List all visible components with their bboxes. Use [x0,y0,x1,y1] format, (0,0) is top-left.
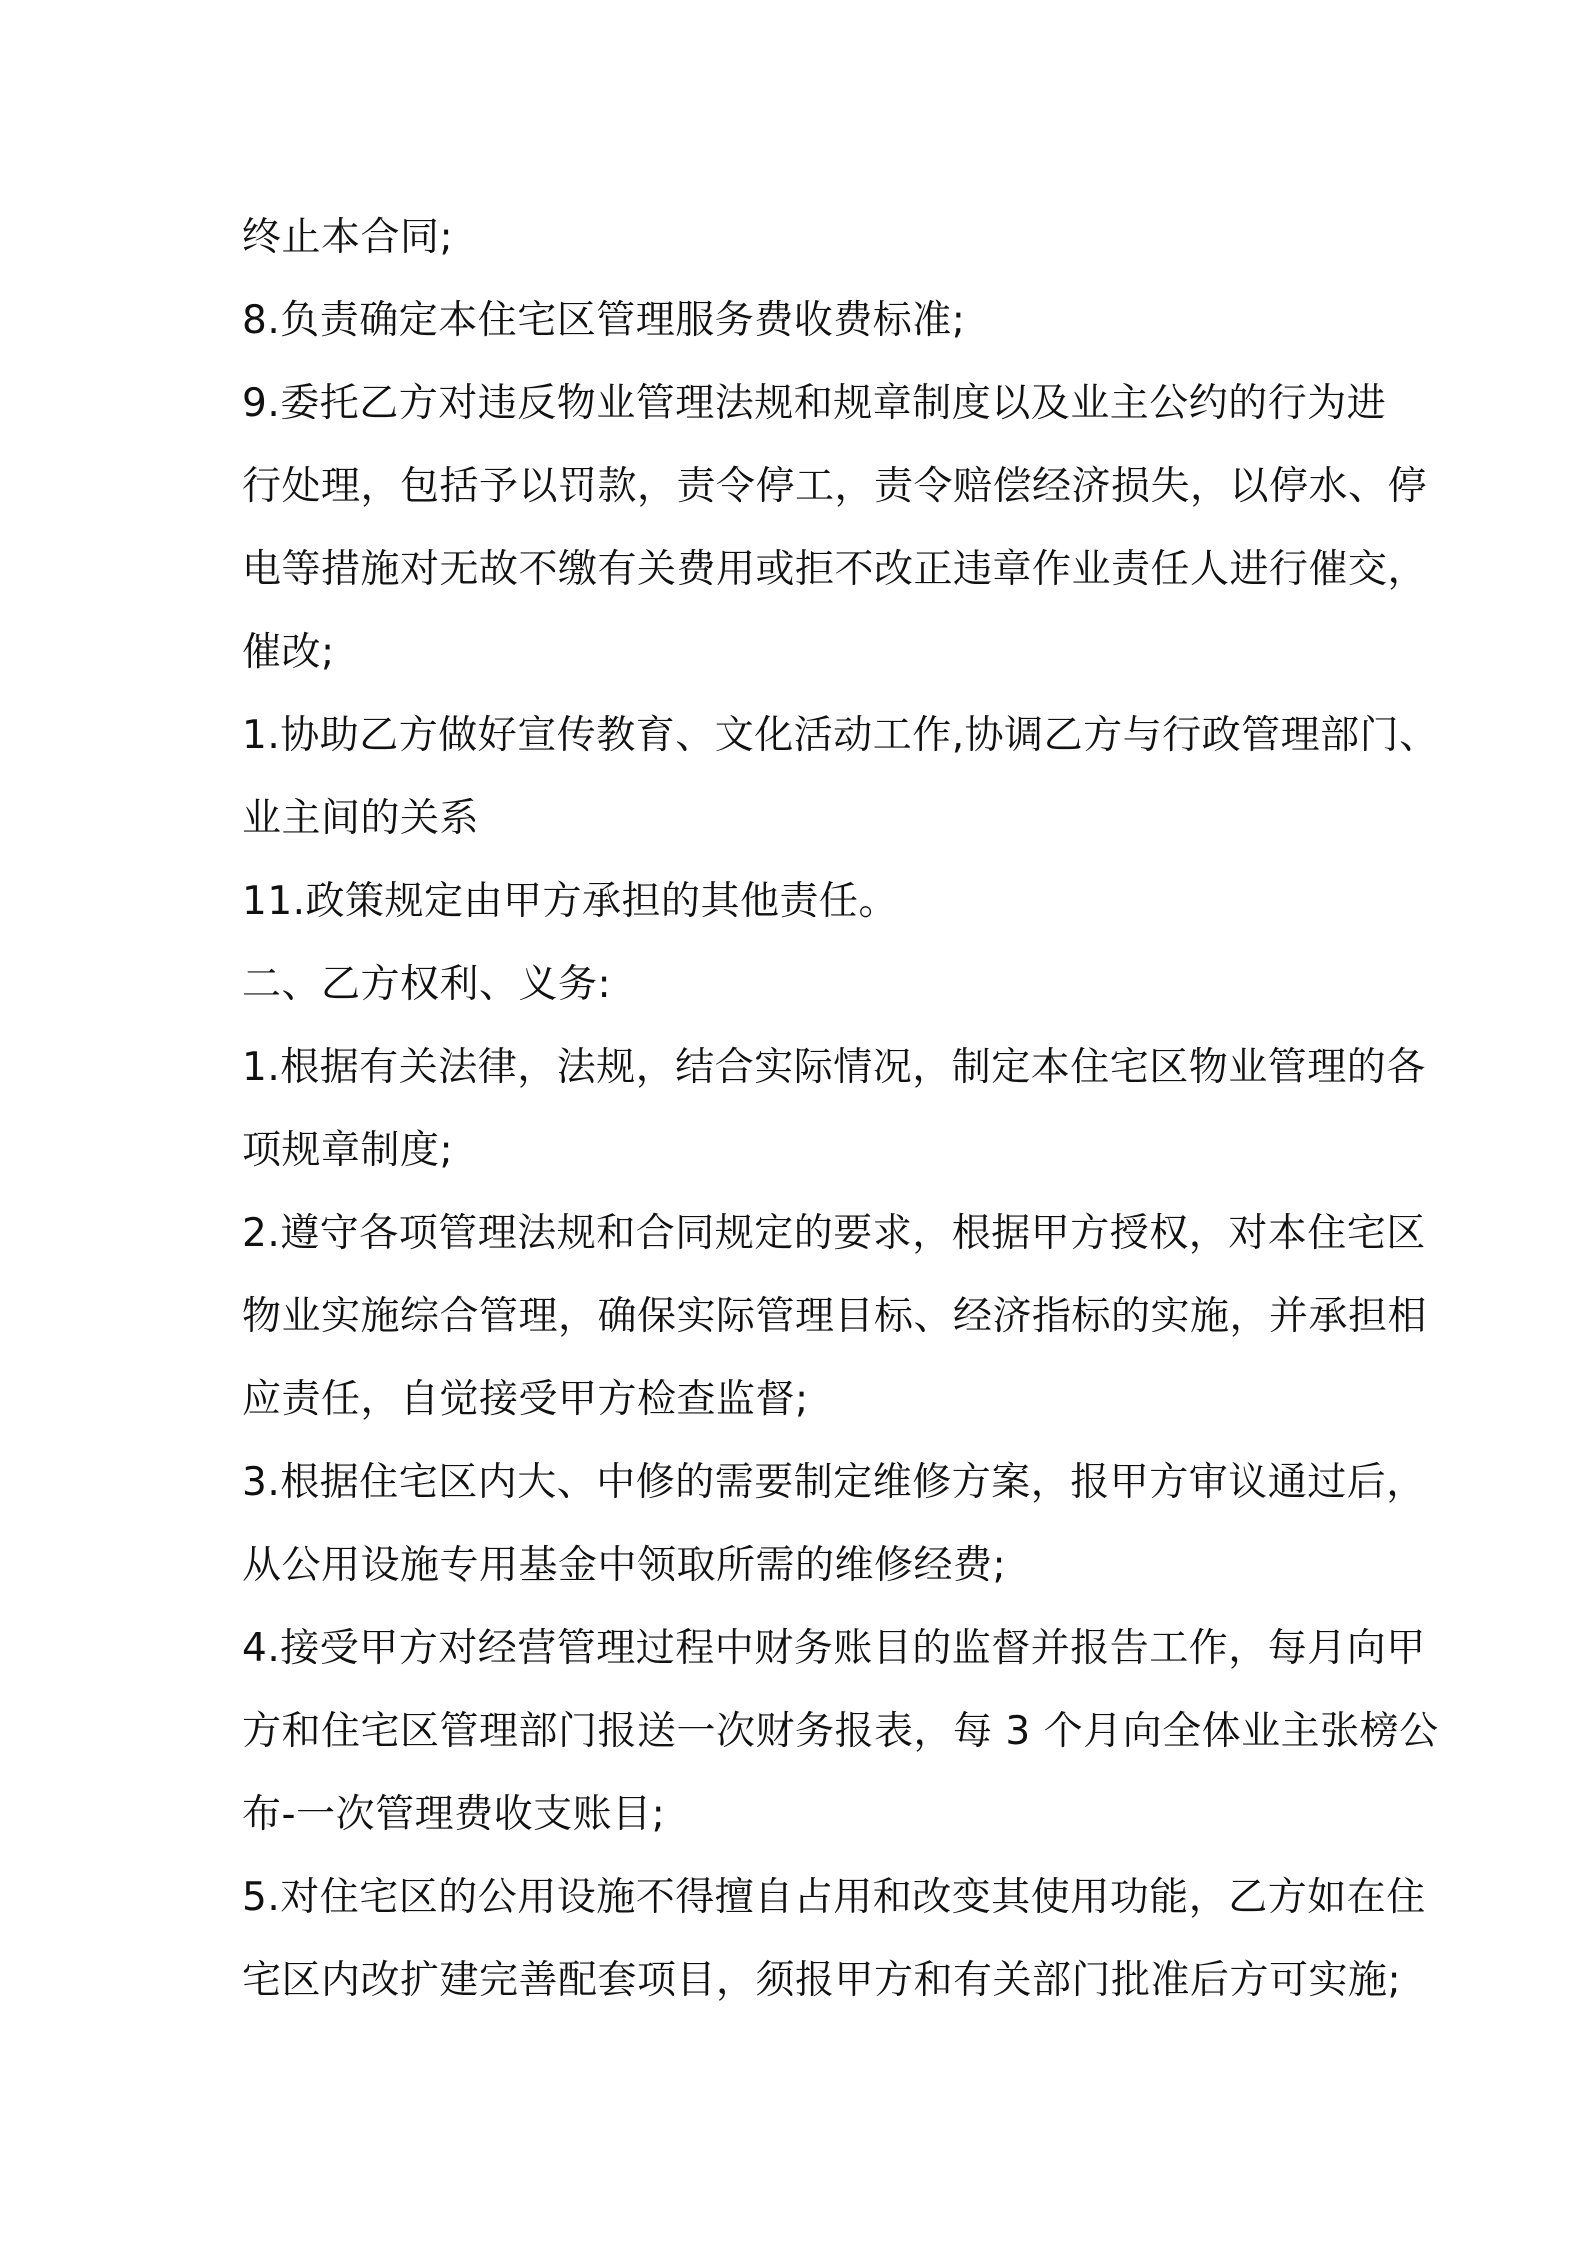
document-body [242,196,1439,2022]
text-line: 项规章制度; [242,1128,454,1173]
text-line: 业主间的关系 [242,796,480,841]
text-line: 8.负责确定本住宅区管理服务费收费标准; [242,298,966,343]
text-line: 宅区内改扩建完善配套项目，须报甲方和有关部门批准后方可实施; [242,1958,1402,2003]
text-line: 4.接受甲方对经营管理过程中财务账目的监督并报告工作，每月向甲 [242,1626,1426,1671]
text-line: 电等措施对无故不缴有关费用或拒不改正违章作业责任人进行催交， [242,547,1428,592]
text-line: 催改; [242,630,335,675]
section-heading: 二、乙方权利、义务: [242,962,612,1007]
text-line: 2.遵守各项管理法规和合同规定的要求，根据甲方授权，对本住宅区 [242,1211,1426,1256]
text-line: 1.根据有关法律，法规，结合实际情况，制定本住宅区物业管理的各 [242,1045,1426,1090]
text-line: 方和住宅区管理部门报送一次财务报表，每 3 个月向全体业主张榜公 [242,1709,1439,1754]
text-line: 从公用设施专用基金中领取所需的维修经费; [242,1543,1007,1588]
text-line: 应责任，自觉接受甲方检查监督; [242,1377,809,1422]
text-line: 5.对住宅区的公用设施不得擅自占用和改变其使用功能，乙方如在住 [242,1875,1426,1920]
text-line: 物业实施综合管理，确保实际管理目标、经济指标的实施，并承担相 [242,1294,1428,1339]
text-line: 3.根据住宅区内大、中修的需要制定维修方案，报甲方审议通过后， [242,1460,1426,1505]
text-line: 9.委托乙方对违反物业管理法规和规章制度以及业主公约的行为进 [242,381,1387,426]
text-line: 1.协助乙方做好宣传教育、文化活动工作,协调乙方与行政管理部门、 [242,713,1439,758]
text-line: 布-一次管理费收支账目; [242,1792,666,1837]
text-line: 11.政策规定由甲方承担的其他责任。 [242,879,899,924]
text-line: 行处理，包括予以罚款，责令停工，责令赔偿经济损失，以停水、停 [242,464,1428,509]
text-line: 终止本合同; [242,215,454,260]
